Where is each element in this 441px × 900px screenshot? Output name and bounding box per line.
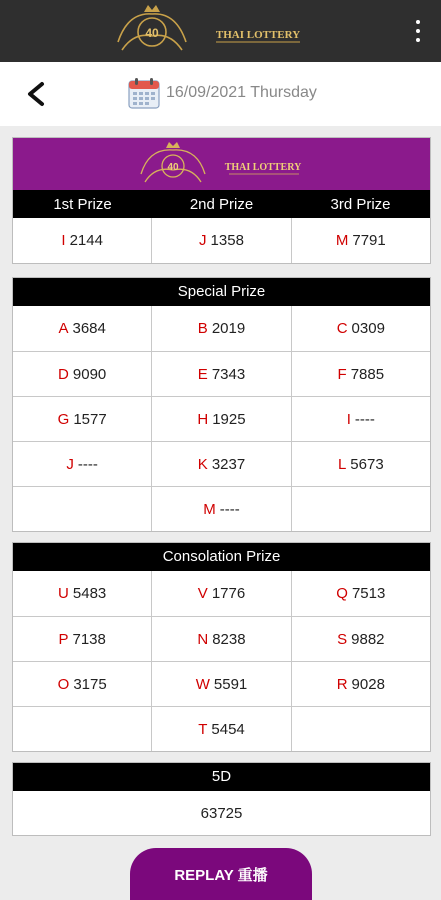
prize-headers (13, 190, 430, 218)
prize-code: M (335, 232, 349, 249)
prize-cell (291, 662, 430, 706)
prize-code: I (346, 410, 351, 428)
prize-number: 1776 (211, 585, 246, 602)
date-bar (0, 62, 441, 126)
prize-number: 8238 (212, 630, 246, 648)
prize-code: G (57, 410, 70, 428)
prize-number: ---- (77, 455, 98, 473)
special-prize-title: Special Prize (13, 278, 430, 306)
prize-cell (151, 306, 290, 351)
consolation-prize-card (12, 542, 431, 752)
prize-cell (291, 617, 430, 661)
five-d-card (12, 762, 431, 836)
svg-text:40: 40 (145, 26, 159, 40)
prize-cell (151, 571, 290, 616)
five-d-number: 63725 (200, 804, 243, 822)
prize-code: B (197, 320, 208, 337)
prize-cell (291, 218, 430, 263)
prize-code: O (57, 675, 70, 693)
prize-code: T (198, 720, 208, 738)
top-prizes-card (12, 137, 431, 264)
prize-row (13, 616, 430, 661)
prize-code: V (197, 585, 208, 602)
prize-code: R (336, 675, 348, 693)
prize-code: P (58, 630, 69, 648)
prize-code: H (197, 410, 209, 428)
prize-cell (151, 487, 290, 531)
replay-button[interactable]: REPLAY 重播 (130, 848, 312, 900)
prize-cell (151, 707, 290, 751)
prize-code: I (61, 232, 66, 249)
prize-number: 7791 (352, 232, 386, 249)
prize-cell (151, 352, 290, 396)
prize-cell (13, 707, 151, 751)
prize-code: N (197, 630, 209, 648)
prize-code: Q (336, 585, 348, 602)
prize-number: 1925 (212, 410, 246, 428)
prize-cell (291, 442, 430, 486)
prize-row (13, 441, 430, 486)
prize-cell (151, 397, 290, 441)
header-1st-prize: 1st Prize (53, 195, 112, 213)
header-3rd-prize: 3rd Prize (330, 195, 391, 213)
special-prize-card (12, 277, 431, 532)
results-banner (13, 138, 430, 190)
prize-cell (13, 617, 151, 661)
prize-cell (291, 571, 430, 616)
prize-code: L (337, 455, 347, 473)
prize-row (13, 396, 430, 441)
prize-number: 7885 (350, 365, 385, 383)
prize-number: 0309 (351, 320, 385, 337)
top-prizes-row (13, 218, 430, 263)
prize-row (13, 351, 430, 396)
back-arrow-icon[interactable] (20, 76, 54, 112)
prize-code: A (58, 320, 69, 337)
prize-row (13, 661, 430, 706)
svg-text:THAI LOTTERY: THAI LOTTERY (224, 162, 302, 173)
prize-cell (291, 397, 430, 441)
prize-code: U (58, 585, 69, 602)
prize-number: 9028 (351, 675, 385, 693)
prize-cell (291, 707, 430, 751)
prize-cell (13, 397, 151, 441)
prize-number: 9882 (351, 630, 385, 648)
prize-code: J (199, 232, 207, 249)
prize-number: 3175 (73, 675, 107, 693)
draw-date[interactable]: 16/09/2021 Thursday (166, 84, 317, 101)
prize-cell (151, 442, 290, 486)
prize-cell (151, 662, 290, 706)
header-2nd-prize: 2nd Prize (189, 195, 254, 213)
prize-number: 1577 (73, 410, 107, 428)
prize-cell (291, 306, 430, 351)
prize-number: 3684 (72, 320, 106, 337)
consolation-prize-title: Consolation Prize (13, 543, 430, 571)
banner-logo (133, 140, 313, 188)
prize-cell (13, 218, 151, 263)
prize-code: D (58, 365, 69, 383)
prize-code: K (197, 455, 208, 473)
prize-number: 7343 (211, 365, 246, 383)
five-d-title: 5D (13, 763, 430, 791)
prize-code: F (337, 365, 347, 383)
prize-cell (13, 306, 151, 351)
prize-code: S (337, 630, 348, 648)
svg-text:40: 40 (167, 162, 179, 173)
prize-number: 3237 (211, 455, 246, 473)
prize-cell (13, 662, 151, 706)
prize-number: 5454 (211, 720, 245, 738)
prize-number: ---- (354, 410, 375, 428)
app-bar (0, 0, 441, 62)
prize-number: 7513 (351, 585, 386, 602)
prize-code: C (336, 320, 348, 337)
prize-code: W (195, 675, 210, 693)
prize-row (13, 486, 430, 531)
prize-cell (13, 487, 151, 531)
svg-text:THAI LOTTERY: THAI LOTTERY (215, 29, 301, 41)
prize-number: 1358 (210, 232, 244, 249)
prize-row (13, 306, 430, 351)
prize-cell (13, 442, 151, 486)
prize-number: 2144 (69, 232, 103, 249)
prize-cell (151, 218, 290, 263)
prize-code: J (66, 455, 74, 473)
app-logo (108, 2, 308, 60)
overflow-menu-icon[interactable] (413, 20, 423, 42)
prize-cell (291, 352, 430, 396)
prize-number: 2019 (211, 320, 246, 337)
prize-number: ---- (219, 500, 240, 518)
prize-row (13, 571, 430, 616)
calendar-icon[interactable] (127, 76, 161, 110)
prize-cell (13, 571, 151, 616)
prize-number: 5591 (213, 675, 248, 693)
prize-number: 9090 (72, 365, 107, 383)
prize-number: 5483 (72, 585, 107, 602)
prize-row (13, 706, 430, 751)
prize-number: 7138 (72, 630, 106, 648)
prize-number: 5673 (350, 455, 384, 473)
prize-code: M (203, 500, 216, 518)
prize-cell (291, 487, 430, 531)
prize-code: E (197, 365, 208, 383)
prize-cell (151, 617, 290, 661)
prize-cell (13, 352, 151, 396)
